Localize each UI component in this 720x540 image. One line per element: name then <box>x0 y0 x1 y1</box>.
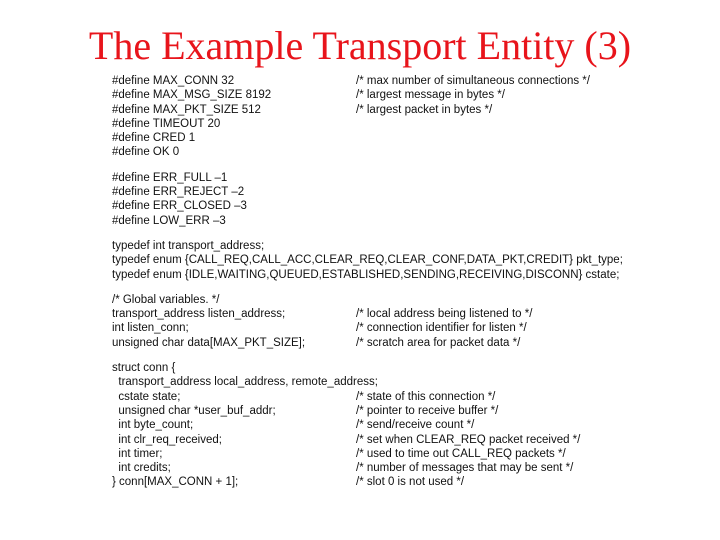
block-spacer <box>112 228 672 239</box>
code-line <box>112 461 672 475</box>
code-line <box>112 268 672 282</box>
code-comment: /* used to time out CALL_REQ packets */ <box>356 447 566 460</box>
code-line <box>112 117 672 131</box>
code-statement: #define LOW_ERR –3 <box>112 214 226 227</box>
code-line <box>112 103 672 117</box>
code-statement: #define MAX_MSG_SIZE 8192 <box>112 89 272 102</box>
code-statement: transport_address listen_address; <box>112 308 286 321</box>
code-line <box>112 375 672 389</box>
code-statement: #define MAX_CONN 32 <box>112 75 235 87</box>
code-statement: } conn[MAX_CONN + 1]; <box>112 476 239 489</box>
code-statement: typedef int transport_address; <box>112 239 265 252</box>
code-line <box>112 475 672 489</box>
code-statement: struct conn { <box>112 362 176 375</box>
code-statement: unsigned char data[MAX_PKT_SIZE]; <box>112 336 306 349</box>
code-line <box>112 418 672 432</box>
code-comment: /* send/receive count */ <box>356 419 475 432</box>
code-statement: transport_address local_address, remote_address; <box>112 376 378 389</box>
code-statement: int byte_count; <box>112 419 194 432</box>
code-statement: typedef enum {IDLE,WAITING,QUEUED,ESTABLISHED,SENDING,RECEIVING,DISCONN} cstate; <box>112 268 620 281</box>
code-comment: /* max number of simultaneous connections */ <box>356 75 590 87</box>
block-spacer <box>112 350 672 361</box>
code-line <box>112 185 672 199</box>
code-line <box>112 361 672 375</box>
code-comment: /* largest packet in bytes */ <box>356 103 493 116</box>
code-comment: /* pointer to receive buffer */ <box>356 404 499 417</box>
code-line <box>112 307 672 321</box>
code-line <box>112 171 672 185</box>
code-line <box>112 447 672 461</box>
code-comment: /* number of messages that may be sent */ <box>356 462 574 475</box>
code-comment: /* slot 0 is not used */ <box>356 476 465 489</box>
code-line <box>112 145 672 159</box>
code-statement: typedef enum {CALL_REQ,CALL_ACC,CLEAR_REQ,CLEAR_CONF,DATA_PKT,CREDIT} pkt_type; <box>112 254 623 267</box>
code-comment: /* connection identifier for listen */ <box>356 322 527 335</box>
code-statement: int credits; <box>112 462 171 475</box>
code-statement: #define CRED 1 <box>112 132 196 145</box>
code-statement: /* Global variables. */ <box>112 293 220 306</box>
code-line <box>112 390 672 404</box>
code-line <box>112 321 672 335</box>
code-statement: cstate state; <box>112 390 181 403</box>
code-line <box>112 404 672 418</box>
code-statement: #define ERR_CLOSED –3 <box>112 200 247 213</box>
code-statement: int timer; <box>112 447 163 460</box>
code-statement: unsigned char *user_buf_addr; <box>112 404 276 417</box>
code-comment: /* scratch area for packet data */ <box>356 336 521 349</box>
code-line <box>112 88 672 102</box>
code-line <box>112 293 672 307</box>
slide-title: The Example Transport Entity (3) <box>88 23 632 68</box>
code-statement: int clr_req_received; <box>112 433 222 446</box>
code-line <box>112 433 672 447</box>
code-statement: #define OK 0 <box>112 146 180 159</box>
code-comment: /* local address being listened to */ <box>356 308 533 321</box>
code-line <box>112 336 672 350</box>
block-spacer <box>112 160 672 171</box>
code-statement: #define TIMEOUT 20 <box>112 117 221 130</box>
code-statement: #define MAX_PKT_SIZE 512 <box>112 103 261 116</box>
code-listing <box>112 74 672 490</box>
code-line <box>112 131 672 145</box>
code-line <box>112 239 672 253</box>
code-comment: /* largest message in bytes */ <box>356 89 505 102</box>
code-line <box>112 253 672 267</box>
code-line <box>112 214 672 228</box>
code-line <box>112 74 672 88</box>
code-line <box>112 199 672 213</box>
code-statement: int listen_conn; <box>112 322 189 335</box>
code-comment: /* set when CLEAR_REQ packet received */ <box>356 433 581 446</box>
code-statement: #define ERR_FULL –1 <box>112 171 228 184</box>
block-spacer <box>112 282 672 293</box>
code-comment: /* state of this connection */ <box>356 390 496 403</box>
code-statement: #define ERR_REJECT –2 <box>112 186 245 199</box>
